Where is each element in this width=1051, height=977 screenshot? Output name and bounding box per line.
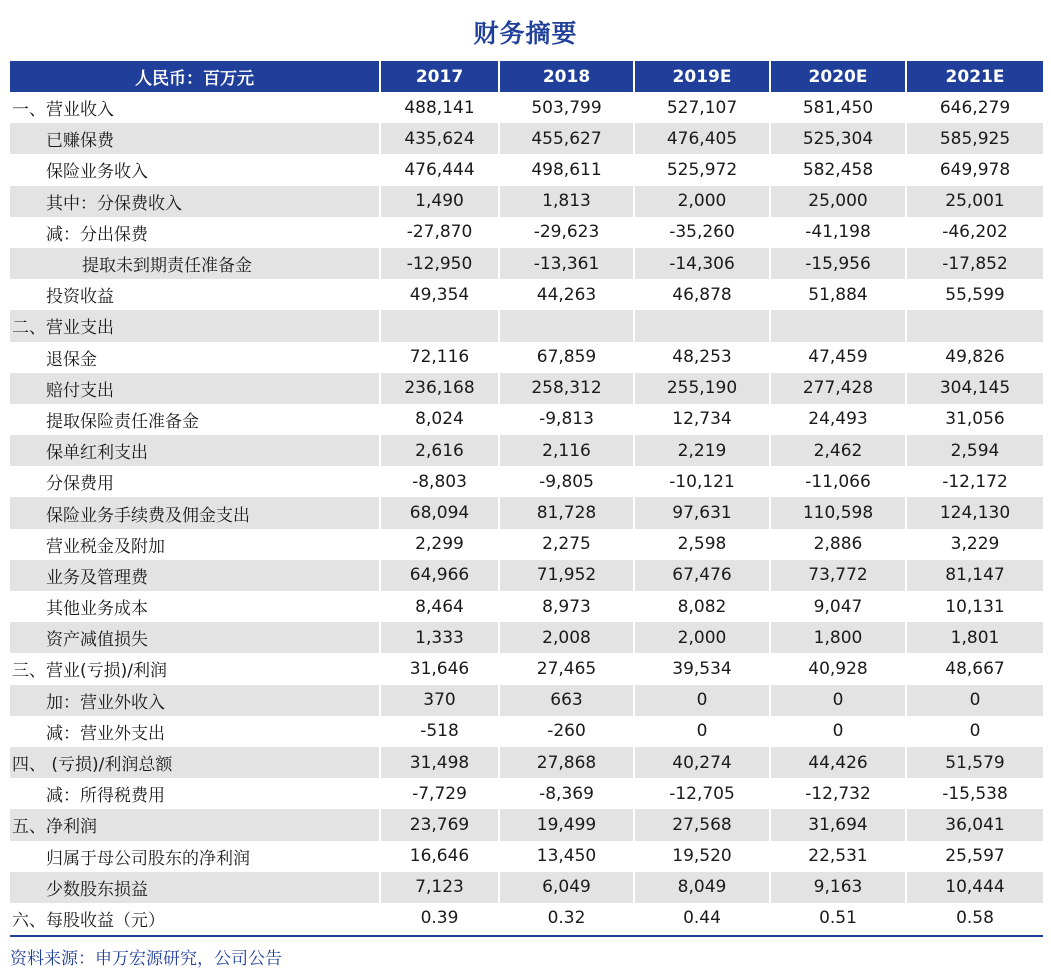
row-value-2021e: 51,579: [906, 747, 1043, 778]
row-value-2019e: 0.44: [634, 903, 770, 934]
row-value-2020e: -12,732: [770, 778, 906, 809]
row-value-2021e: 585,925: [906, 123, 1043, 154]
table-row: [10, 622, 1043, 653]
row-value-2019e: 19,520: [634, 841, 770, 872]
row-label: 投资收益: [10, 279, 380, 310]
row-value-2017: [380, 310, 499, 341]
row-value-2021e: -17,852: [906, 248, 1043, 279]
row-value-2021e: 55,599: [945, 284, 1005, 305]
row-value-2021e: 31,056: [945, 409, 1005, 430]
row-value-2019e: 0: [634, 716, 770, 747]
row-value-2018: 503,799: [499, 92, 634, 123]
row-value-2018: -260: [499, 716, 634, 747]
row-value-2017: 72,116: [380, 342, 499, 373]
table-row: [10, 373, 1043, 404]
row-value-2017: 64,966: [380, 560, 499, 591]
row-value-2018: 455,627: [499, 123, 634, 154]
header-year-2018: 2018: [499, 61, 634, 92]
table-header-row: [10, 61, 1043, 92]
row-value-2020e: 582,458: [770, 154, 906, 185]
row-value-2018: 81,728: [499, 497, 634, 528]
table-row: [10, 778, 1043, 809]
row-label: 保险业务收入: [10, 154, 380, 185]
row-value-2019e: 46,878: [634, 279, 770, 310]
row-value-2017: 435,624: [380, 123, 499, 154]
header-year-2019e: 2019E: [634, 61, 770, 92]
row-value-2019e: 8,049: [634, 872, 770, 903]
row-label: 归属于母公司股东的净利润: [10, 841, 380, 872]
row-value-2017: 8,464: [380, 591, 499, 622]
row-value-2021e: 649,978: [939, 159, 1011, 180]
row-value-2017: -518: [380, 716, 499, 747]
row-value-2017: -7,729: [380, 778, 499, 809]
table-row: [10, 217, 1043, 248]
table-row: [10, 310, 1043, 341]
row-label: 一、营业收入: [10, 92, 380, 123]
row-value-2020e: 0: [770, 716, 906, 747]
row-label: 减：分出保费: [10, 217, 380, 248]
row-value-2020e: -15,956: [770, 248, 906, 279]
row-value-2018: 2,275: [499, 529, 634, 560]
row-value-2017: 370: [380, 685, 499, 716]
row-value-2017: 488,141: [380, 92, 499, 123]
table-row: [10, 903, 1043, 934]
row-value-2019e: 27,568: [634, 809, 770, 840]
table-row: [10, 279, 1043, 310]
table-row: [10, 435, 1043, 466]
row-label: 其他业务成本: [10, 591, 380, 622]
row-label: 二、营业支出: [10, 310, 380, 341]
row-value-2020e: 47,459: [770, 342, 906, 373]
row-value-2019e: -14,306: [634, 248, 770, 279]
table-row: [10, 716, 1043, 747]
row-value-2019e: 48,253: [634, 342, 770, 373]
row-label: 保险业务手续费及佣金支出: [10, 497, 380, 528]
row-value-2020e: 9,047: [770, 591, 906, 622]
row-label: 三、营业(亏损)/利润: [10, 653, 380, 684]
financial-summary-table: [10, 61, 1043, 934]
row-value-2018: 2,008: [499, 622, 634, 653]
row-label: 已赚保费: [10, 123, 380, 154]
row-value-2019e: -10,121: [634, 466, 770, 497]
row-value-2020e: 1,800: [770, 622, 906, 653]
row-value-2017: 2,299: [380, 529, 499, 560]
row-value-2017: 68,094: [380, 497, 499, 528]
row-value-2018: 71,952: [499, 560, 634, 591]
row-value-2020e: 277,428: [770, 373, 906, 404]
row-value-2017: 31,498: [380, 747, 499, 778]
row-value-2017: 0.39: [380, 903, 499, 934]
row-value-2018: 1,813: [499, 186, 634, 217]
row-value-2017: 236,168: [380, 373, 499, 404]
row-value-2019e: 67,476: [634, 560, 770, 591]
row-label: 加：营业外收入: [10, 685, 380, 716]
row-value-2018: 27,465: [499, 653, 634, 684]
row-value-2017: 7,123: [380, 872, 499, 903]
row-value-2021e: 48,667: [945, 658, 1005, 679]
row-value-2021e: 0.58: [956, 908, 994, 929]
row-value-2021e: 49,826: [945, 347, 1005, 368]
row-label: 其中：分保费收入: [10, 186, 380, 217]
row-value-2017: 1,333: [380, 622, 499, 653]
row-value-2021e: 646,279: [939, 97, 1011, 118]
row-label: 保单红利支出: [10, 435, 380, 466]
row-value-2021e: -46,202: [942, 222, 1008, 243]
row-value-2017: 31,646: [380, 653, 499, 684]
table-row: [10, 497, 1043, 528]
table-row: [10, 653, 1043, 684]
row-label: 提取保险责任准备金: [10, 404, 380, 435]
row-value-2020e: 2,886: [770, 529, 906, 560]
row-value-2019e: 2,219: [634, 435, 770, 466]
row-value-2019e: 255,190: [634, 373, 770, 404]
row-value-2019e: 2,598: [634, 529, 770, 560]
row-value-2018: -9,805: [499, 466, 634, 497]
row-label: 少数股东损益: [10, 872, 380, 903]
row-label: 提取未到期责任准备金: [10, 248, 380, 279]
row-value-2018: -9,813: [499, 404, 634, 435]
row-value-2018: 498,611: [499, 154, 634, 185]
row-value-2017: 8,024: [380, 404, 499, 435]
row-value-2021e: 10,444: [906, 872, 1043, 903]
row-value-2018: 27,868: [499, 747, 634, 778]
row-label: 资产减值损失: [10, 622, 380, 653]
row-value-2020e: [770, 310, 906, 341]
row-value-2021e: 25,001: [906, 186, 1043, 217]
table-row: [10, 342, 1043, 373]
table-row: [10, 529, 1043, 560]
header-unit-label: 人民币：百万元: [10, 61, 380, 92]
row-value-2019e: 39,534: [634, 653, 770, 684]
row-value-2021e: 304,145: [906, 373, 1043, 404]
row-value-2020e: 73,772: [770, 560, 906, 591]
row-value-2020e: 0: [770, 685, 906, 716]
row-value-2020e: 31,694: [770, 809, 906, 840]
row-value-2018: 663: [499, 685, 634, 716]
row-value-2018: 44,263: [499, 279, 634, 310]
row-value-2019e: 2,000: [634, 622, 770, 653]
row-value-2018: -29,623: [499, 217, 634, 248]
row-value-2020e: -41,198: [770, 217, 906, 248]
row-value-2017: -12,950: [380, 248, 499, 279]
row-value-2018: 8,973: [499, 591, 634, 622]
row-label: 六、每股收益（元）: [10, 903, 380, 934]
row-value-2021e: 3,229: [950, 534, 1000, 555]
page-title: 财务摘要: [473, 19, 578, 48]
header-year-2017: 2017: [380, 61, 499, 92]
row-label: 业务及管理费: [10, 560, 380, 591]
row-value-2018: 19,499: [499, 809, 634, 840]
table-row: [10, 591, 1043, 622]
row-value-2018: 2,116: [499, 435, 634, 466]
row-value-2017: 1,490: [380, 186, 499, 217]
table-row: [10, 841, 1043, 872]
row-value-2018: 6,049: [499, 872, 634, 903]
row-value-2019e: 8,082: [634, 591, 770, 622]
row-value-2019e: 527,107: [634, 92, 770, 123]
row-value-2017: -8,803: [380, 466, 499, 497]
bottom-rule: [10, 935, 1043, 937]
table-row: [10, 154, 1043, 185]
table-row: [10, 747, 1043, 778]
row-value-2020e: 22,531: [770, 841, 906, 872]
row-value-2019e: 2,000: [634, 186, 770, 217]
row-value-2019e: 0: [634, 685, 770, 716]
row-value-2019e: 97,631: [634, 497, 770, 528]
table-row: [10, 685, 1043, 716]
row-value-2017: 49,354: [380, 279, 499, 310]
row-value-2017: -27,870: [380, 217, 499, 248]
row-value-2018: -13,361: [499, 248, 634, 279]
row-value-2020e: 25,000: [770, 186, 906, 217]
row-value-2017: 2,616: [380, 435, 499, 466]
row-value-2020e: 40,928: [770, 653, 906, 684]
table-row: [10, 404, 1043, 435]
row-value-2021e: [906, 310, 1043, 341]
table-row: [10, 466, 1043, 497]
row-label: 减：所得税费用: [10, 778, 380, 809]
table-row: [10, 92, 1043, 123]
row-value-2020e: 2,462: [770, 435, 906, 466]
table-row: [10, 560, 1043, 591]
row-value-2018: 67,859: [499, 342, 634, 373]
row-label: 减：营业外支出: [10, 716, 380, 747]
row-value-2021e: -12,172: [942, 471, 1008, 492]
row-value-2021e: 25,597: [945, 846, 1005, 867]
row-label: 退保金: [10, 342, 380, 373]
row-value-2019e: 40,274: [634, 747, 770, 778]
row-label: 四、 (亏损)/利润总额: [10, 747, 380, 778]
row-value-2017: 476,444: [380, 154, 499, 185]
row-value-2020e: 24,493: [770, 404, 906, 435]
header-year-2020e: 2020E: [770, 61, 906, 92]
row-value-2019e: 476,405: [634, 123, 770, 154]
table-row: [10, 248, 1043, 279]
row-label: 营业税金及附加: [10, 529, 380, 560]
row-value-2018: -8,369: [499, 778, 634, 809]
row-value-2020e: 525,304: [770, 123, 906, 154]
row-value-2018: [499, 310, 634, 341]
table-row: [10, 872, 1043, 903]
row-value-2019e: 525,972: [634, 154, 770, 185]
row-value-2019e: [634, 310, 770, 341]
row-value-2021e: 1,801: [906, 622, 1043, 653]
row-value-2018: 258,312: [499, 373, 634, 404]
row-label: 分保费用: [10, 466, 380, 497]
row-value-2020e: 51,884: [770, 279, 906, 310]
source-note: 资料来源：申万宏源研究，公司公告: [10, 949, 282, 969]
row-value-2019e: 12,734: [634, 404, 770, 435]
header-year-2021e: 2021E: [906, 61, 1043, 92]
row-value-2021e: 81,147: [906, 560, 1043, 591]
row-value-2021e: -15,538: [942, 783, 1008, 804]
row-value-2021e: 0: [906, 685, 1043, 716]
row-label: 赔付支出: [10, 373, 380, 404]
table-row: [10, 809, 1043, 840]
row-value-2020e: 44,426: [770, 747, 906, 778]
row-value-2020e: 0.51: [770, 903, 906, 934]
row-value-2021e: 124,130: [906, 497, 1043, 528]
row-value-2020e: 581,450: [770, 92, 906, 123]
row-value-2017: 16,646: [380, 841, 499, 872]
row-value-2021e: 36,041: [906, 809, 1043, 840]
row-value-2019e: -35,260: [634, 217, 770, 248]
row-value-2021e: 0: [969, 721, 981, 742]
row-value-2021e: 10,131: [945, 596, 1005, 617]
row-value-2019e: -12,705: [634, 778, 770, 809]
row-value-2021e: 2,594: [906, 435, 1043, 466]
row-value-2020e: 9,163: [770, 872, 906, 903]
row-value-2020e: -11,066: [770, 466, 906, 497]
table-row: [10, 186, 1043, 217]
row-value-2018: 13,450: [499, 841, 634, 872]
row-value-2017: 23,769: [380, 809, 499, 840]
table-row: [10, 123, 1043, 154]
row-value-2020e: 110,598: [770, 497, 906, 528]
row-value-2018: 0.32: [499, 903, 634, 934]
row-label: 五、净利润: [10, 809, 380, 840]
